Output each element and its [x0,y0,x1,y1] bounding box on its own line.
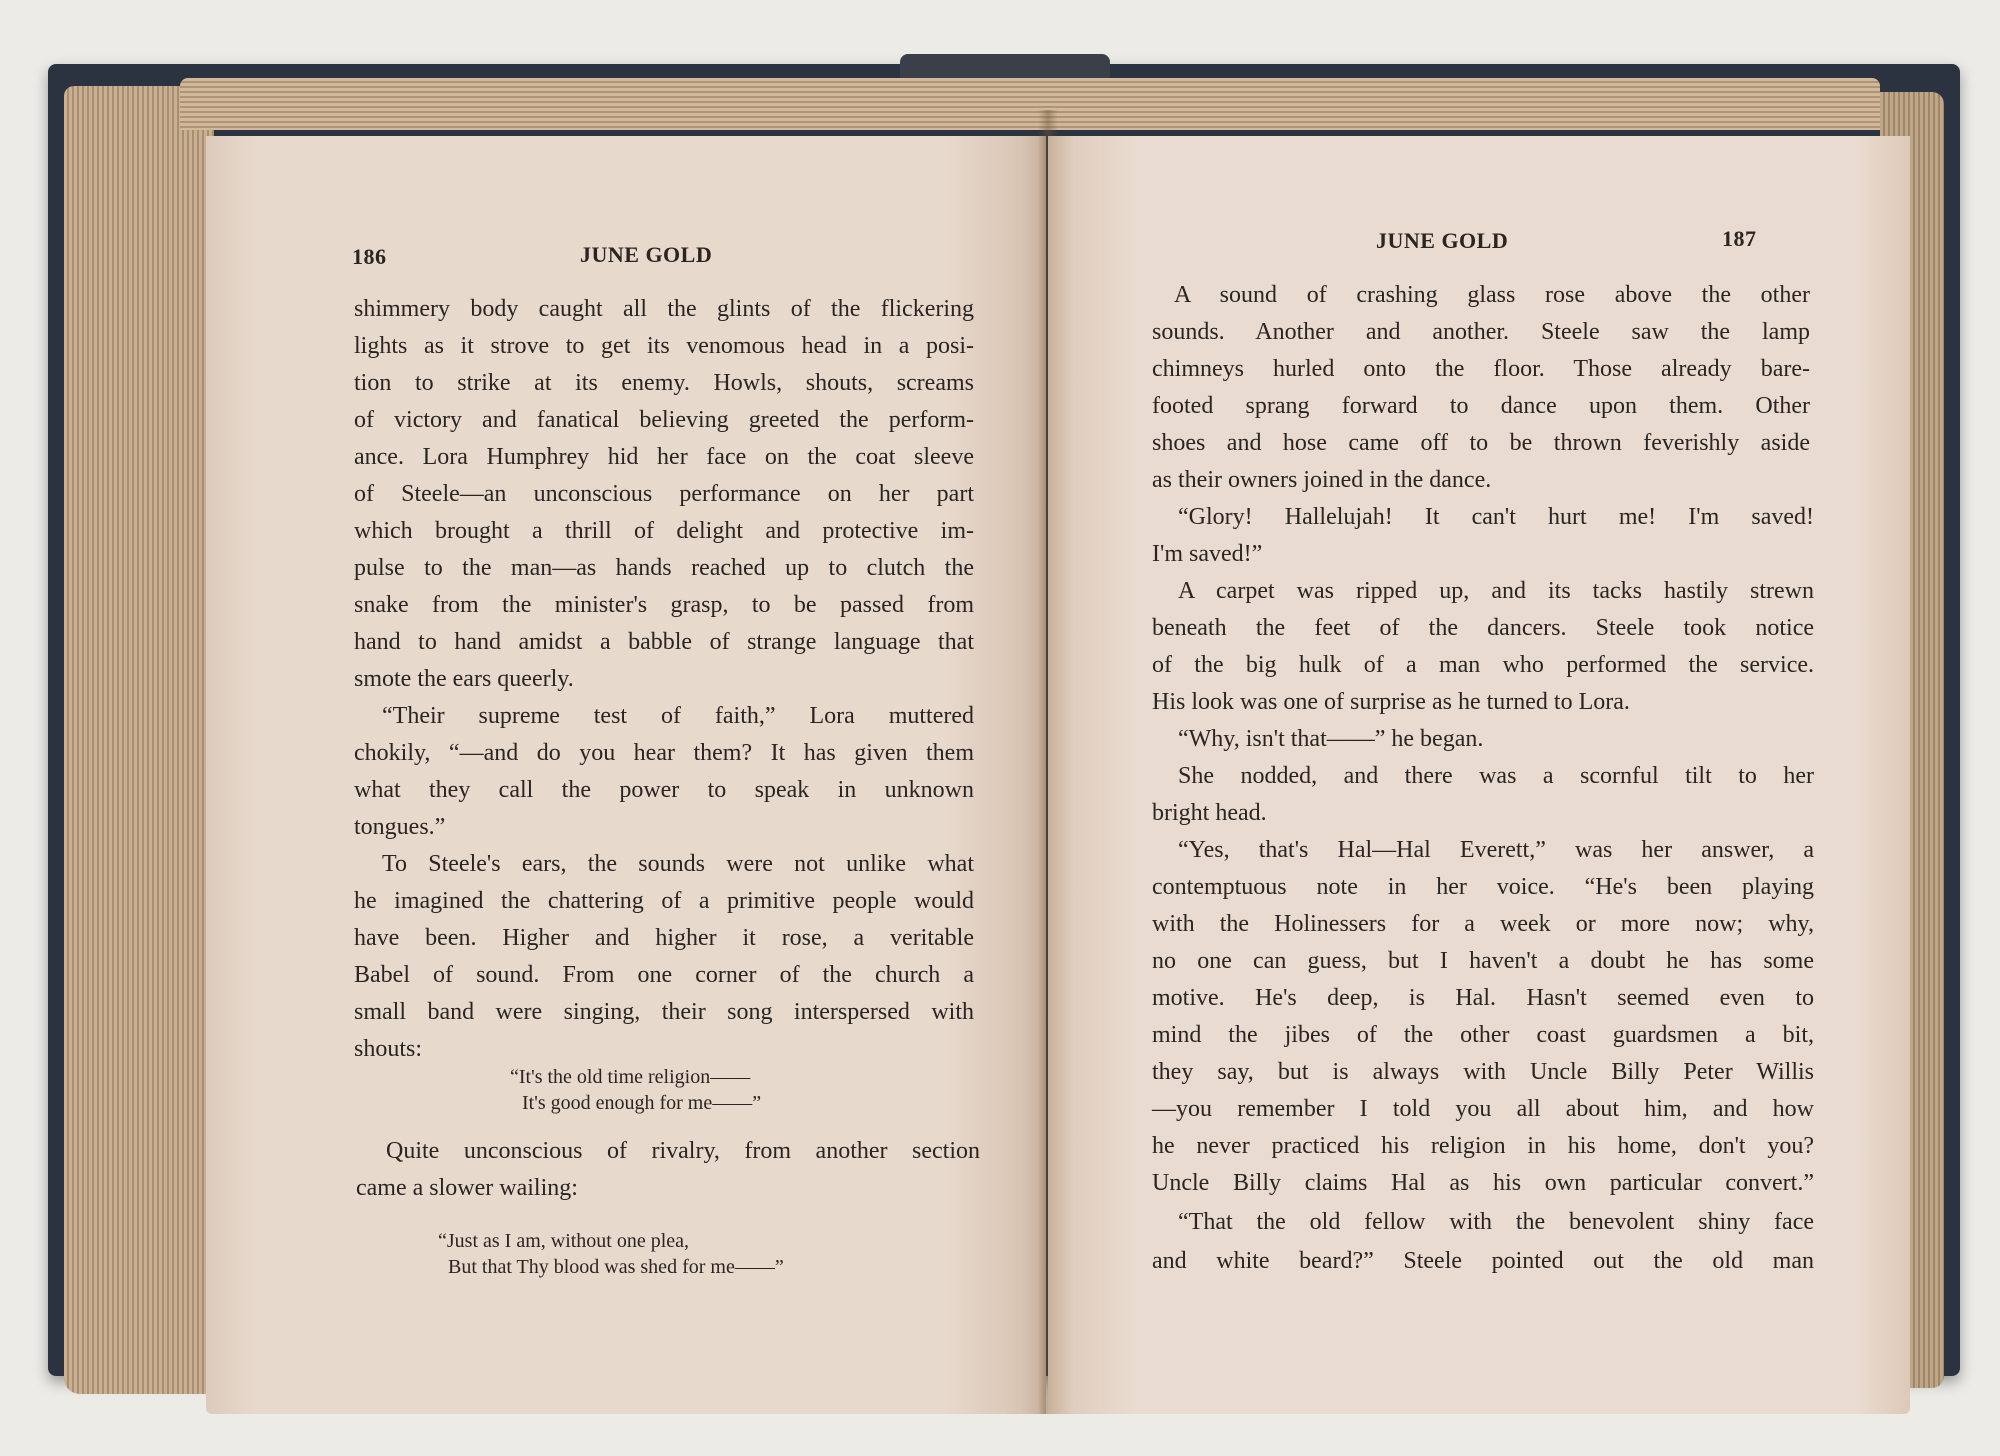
left-page [206,136,1046,1414]
body-line: have been. Higher and higher it rose, a veritable [354,925,974,951]
body-line: pulse to the man—as hands reached up to clutch the [354,555,974,581]
body-line: small band were singing, their song interspersed with [354,999,974,1025]
body-line: Uncle Billy claims Hal as his own particular convert.” [1152,1170,1814,1196]
body-line: ance. Lora Humphrey hid her face on the coat sleeve [354,444,974,470]
page-edges-top [180,78,1880,130]
left-page-number: 186 [352,244,387,269]
body-line: of victory and fanatical believing greeted the perform- [354,407,974,433]
body-line: shimmery body caught all the glints of the flickering [354,296,974,322]
body-line: he never practiced his religion in his home, don't you? [1152,1133,1814,1159]
body-line: beneath the feet of the dancers. Steele took notice [1152,615,1814,641]
body-line: shouts: [354,1036,423,1062]
body-line: motive. He's deep, is Hal. Hasn't seemed even to [1152,985,1814,1011]
body-line: “Glory! Hallelujah! It can't hurt me! I'm saved! [1178,504,1814,530]
body-line: sounds. Another and another. Steele saw the lamp [1152,319,1810,345]
body-line: “Yes, that's Hal—Hal Everett,” was her answer, a [1178,837,1814,863]
body-line: shoes and hose came off to be thrown feverishly aside [1152,430,1810,456]
right-page-number: 187 [1722,226,1757,251]
body-line: tion to strike at its enemy. Howls, shouts, screams [354,370,974,396]
right-page [1048,136,1910,1414]
verse-line: But that Thy blood was shed for me——” [448,1256,784,1278]
left-running-title: JUNE GOLD [580,242,713,267]
verse-line: It's good enough for me——” [522,1092,762,1114]
body-line: chimneys hurled onto the floor. Those already bare- [1152,356,1810,382]
body-line: chokily, “—and do you hear them? It has given them [354,740,974,766]
body-line: as their owners joined in the dance. [1152,467,1492,493]
body-line: he imagined the chattering of a primitive people would [354,888,974,914]
body-line: His look was one of surprise as he turned to Lora. [1152,689,1630,715]
body-line: what they call the power to speak in unknown [354,777,974,803]
body-line: with the Holinessers for a week or more now; why, [1152,911,1814,937]
body-line: of Steele—an unconscious performance on her part [354,481,974,507]
body-line: came a slower wailing: [356,1175,578,1201]
body-line: footed sprang forward to dance upon them. Other [1152,393,1810,419]
body-line: no one can guess, but I haven't a doubt he has some [1152,948,1814,974]
body-line: and white beard?” Steele pointed out the old man [1152,1248,1814,1274]
body-line: “Why, isn't that——” he began. [1178,726,1484,752]
body-line: smote the ears queerly. [354,666,574,692]
body-line: tongues.” [354,814,446,840]
body-line: To Steele's ears, the sounds were not unlike what [382,851,974,877]
body-line: they say, but is always with Uncle Billy Peter Willis [1152,1059,1814,1085]
body-line: of the big hulk of a man who performed the service. [1152,652,1814,678]
body-line: “That the old fellow with the benevolent shiny face [1178,1209,1814,1235]
verse-line: “Just as I am, without one plea, [438,1230,690,1252]
body-line: A sound of crashing glass rose above the other [1174,282,1810,308]
body-line: mind the jibes of the other coast guardsmen a bit, [1152,1022,1814,1048]
body-line: hand to hand amidst a babble of strange language that [354,629,974,655]
right-running-title: JUNE GOLD [1376,228,1509,253]
body-line: lights as it strove to get its venomous head in a posi- [354,333,974,359]
body-line: She nodded, and there was a scornful tilt to her [1178,763,1814,789]
body-line: I'm saved!” [1152,541,1263,567]
body-line: which brought a thrill of delight and protective im- [354,518,974,544]
page-edges-left [64,86,214,1394]
body-line: Quite unconscious of rivalry, from another section [386,1138,980,1164]
body-line: “Their supreme test of faith,” Lora muttered [382,703,974,729]
body-line: contemptuous note in her voice. “He's been playing [1152,874,1814,900]
body-line: bright head. [1152,800,1267,826]
body-line: A carpet was ripped up, and its tacks hastily strewn [1178,578,1814,604]
verse-line: “It's the old time religion—— [510,1066,751,1088]
body-line: —you remember I told you all about him, and how [1152,1096,1814,1122]
body-line: Babel of sound. From one corner of the church a [354,962,974,988]
body-line: snake from the minister's grasp, to be passed from [354,592,974,618]
